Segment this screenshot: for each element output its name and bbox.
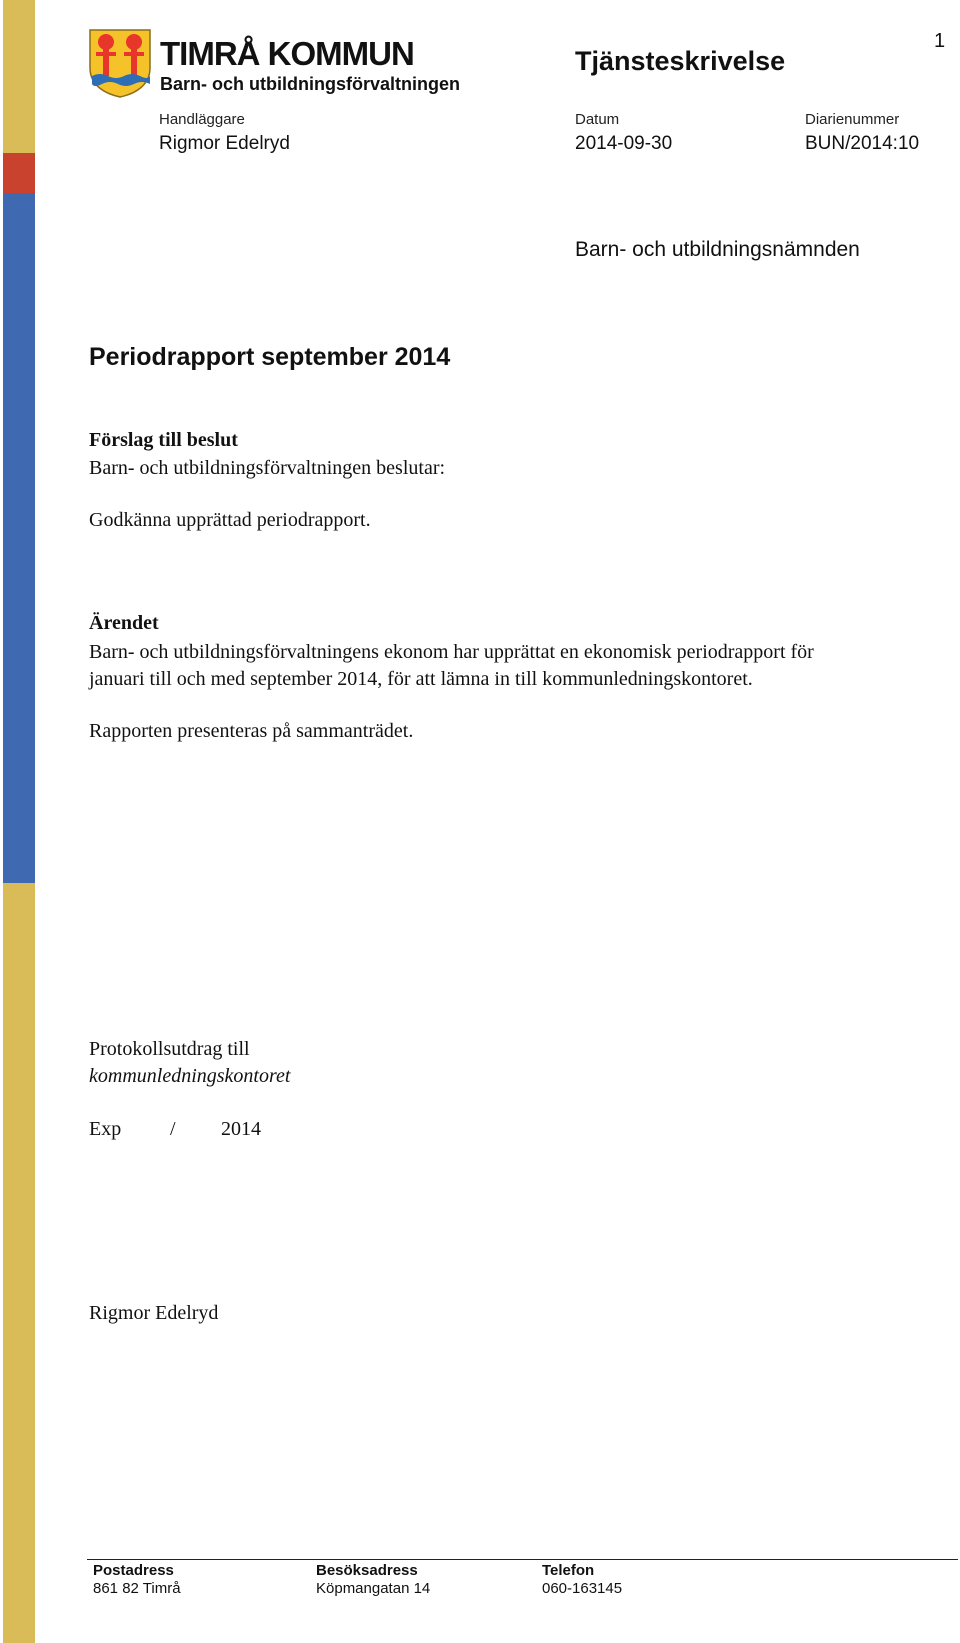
proposal-line-2: Godkänna upprättad periodrapport. xyxy=(89,509,371,531)
signature: Rigmor Edelryd xyxy=(89,1302,219,1324)
protocol-line-1: Protokollsutdrag till xyxy=(89,1038,250,1060)
municipal-crest-icon xyxy=(88,28,152,98)
exp-label: Exp xyxy=(89,1118,122,1140)
footer-telefon-value: 060-163145 xyxy=(542,1580,623,1597)
exp-slash: / xyxy=(170,1118,176,1140)
margin-stripe-red xyxy=(3,153,35,193)
logo-department: Barn- och utbildningsförvaltningen xyxy=(160,74,460,94)
datum-label: Datum xyxy=(575,111,620,128)
case-heading: Ärendet xyxy=(89,612,159,634)
handlaggare-label: Handläggare xyxy=(159,111,245,128)
logo-wordmark: TIMRÅ KOMMUN xyxy=(160,35,414,72)
margin-stripe-blue xyxy=(3,193,35,883)
exp-year: 2014 xyxy=(221,1118,261,1140)
margin-stripe-yellow-top xyxy=(3,0,35,153)
page-number: 1 xyxy=(934,30,946,52)
diarienummer-value: BUN/2014:10 xyxy=(805,133,920,154)
footer-besoksadress-label: Besöksadress xyxy=(316,1562,418,1579)
case-line-3: Rapporten presenteras på sammanträdet. xyxy=(89,720,414,742)
datum-value: 2014-09-30 xyxy=(575,133,673,154)
case-line-1: Barn- och utbildningsförvaltningens ekonom har upprättat en ekonomisk periodrapport för xyxy=(89,641,814,663)
margin-stripe-yellow-bottom xyxy=(3,883,35,1643)
proposal-heading: Förslag till beslut xyxy=(89,429,238,451)
proposal-line-1: Barn- och utbildningsförvaltningen beslutar: xyxy=(89,457,446,479)
recipient: Barn- och utbildningsnämnden xyxy=(575,238,860,261)
document-type: Tjänsteskrivelse xyxy=(575,46,786,76)
case-line-2: januari till och med september 2014, för att lämna in till kommunledningskontoret. xyxy=(89,668,753,690)
footer-postadress-label: Postadress xyxy=(93,1562,174,1579)
footer-besoksadress-value: Köpmangatan 14 xyxy=(316,1580,431,1597)
footer-postadress-value: 861 82 Timrå xyxy=(93,1580,181,1597)
protocol-line-2: kommunledningskontoret xyxy=(89,1065,291,1087)
footer-telefon-label: Telefon xyxy=(542,1562,595,1579)
diarienummer-label: Diarienummer xyxy=(805,111,900,128)
handlaggare-value: Rigmor Edelryd xyxy=(159,133,290,154)
footer-rule xyxy=(87,1559,958,1560)
page-title: Periodrapport september 2014 xyxy=(89,343,451,371)
